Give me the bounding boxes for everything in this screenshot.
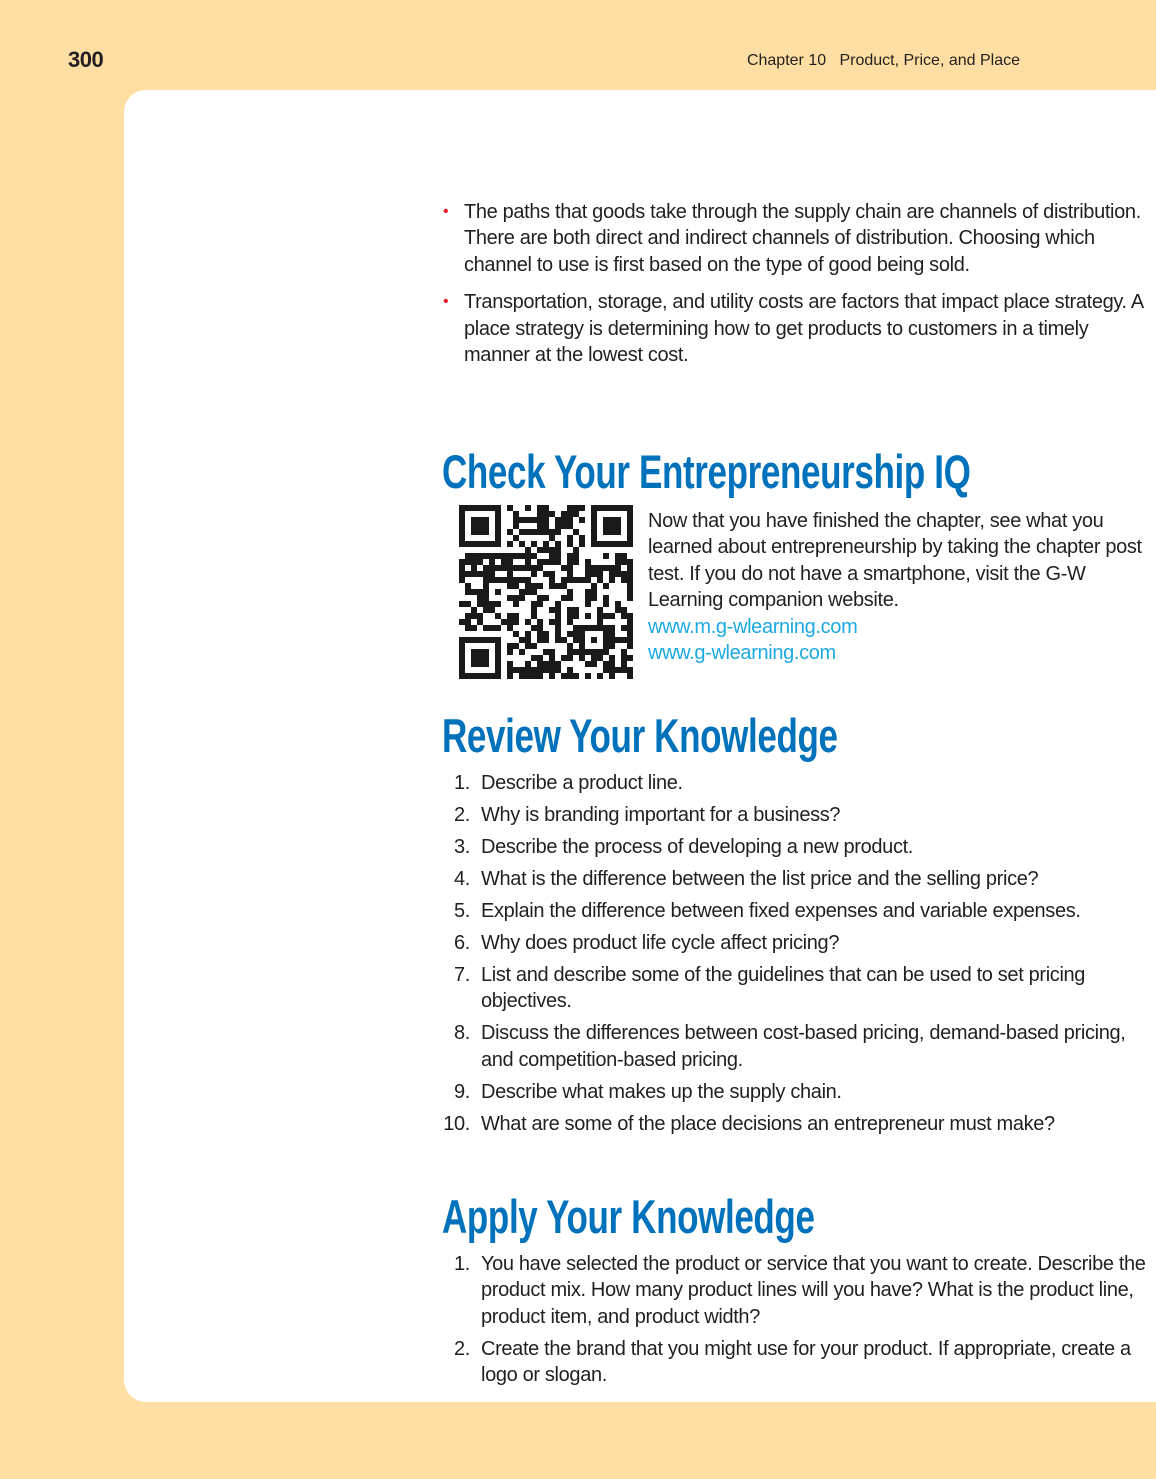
question-text: Why is branding important for a business? <box>481 804 841 826</box>
check-iq-heading: Check Your Entrepreneurship IQ <box>442 445 971 498</box>
activity-text: Create the brand that you might use for your product. If appropriate, create a logo or slogan. <box>481 1337 1131 1387</box>
check-iq-block <box>459 505 1156 681</box>
question-number: 7. <box>454 964 470 986</box>
summary-bullet <box>442 199 1147 278</box>
page-number: 300 <box>68 47 104 72</box>
apply-activity <box>442 1336 1147 1389</box>
bullet-dot-icon: • <box>443 293 449 311</box>
review-question <box>442 930 1147 956</box>
activity-number: 1. <box>454 1253 470 1275</box>
question-text: Discuss the differences between cost-based pricing, demand-based pricing, and competition-based pricing. <box>481 1022 1126 1071</box>
review-question <box>442 1020 1147 1073</box>
review-knowledge-heading: Review Your Knowledge <box>442 709 838 762</box>
content-panel <box>124 90 1156 1402</box>
mobile-site-link[interactable]: www.m.g-wlearning.com <box>648 615 858 638</box>
review-question <box>442 1079 1147 1105</box>
review-question <box>442 834 1147 860</box>
question-text: Describe a product line. <box>481 772 683 794</box>
question-number: 2. <box>454 804 470 826</box>
apply-activity-list <box>442 1251 1147 1394</box>
activity-number: 2. <box>454 1337 470 1360</box>
companion-site-link[interactable]: www.g-wlearning.com <box>648 642 836 665</box>
question-text: List and describe some of the guidelines that can be used to set pricing objectives. <box>481 964 1086 1013</box>
apply-activity <box>442 1251 1147 1330</box>
running-head: Chapter 10 Product, Price, and Place <box>746 52 1020 69</box>
bullet-dot-icon: • <box>443 203 449 220</box>
check-iq-description: Now that you have finished the chapter, see what you learned about entrepreneurship by taking the chapter post test. If you do not have a smartphone, visit the G-W Learning companion website. <box>648 510 1142 612</box>
summary-bullet-text: Transportation, storage, and utility costs are factors that impact place strategy. A place strategy is determining how to get products to customers in a timely manner at the lowest cost. <box>464 291 1143 367</box>
summary-bullet-text: The paths that goods take through the supply chain are channels of distribution. There are both direct and indirect channels of distribution. Choosing which channel to use is first based on the type of good being sold. <box>464 201 1141 276</box>
review-question <box>442 866 1147 892</box>
question-text: Describe the process of developing a new product. <box>481 836 914 858</box>
question-number: 10. <box>443 1112 470 1135</box>
review-question <box>442 962 1147 1015</box>
question-text: Describe what makes up the supply chain. <box>481 1080 842 1103</box>
question-number: 8. <box>454 1022 470 1045</box>
question-number: 4. <box>454 868 470 890</box>
question-number: 9. <box>454 1080 470 1103</box>
summary-bullet <box>442 289 1147 368</box>
question-text: What are some of the place decisions an entrepreneur must make? <box>481 1112 1055 1135</box>
summary-bullet-list <box>442 199 1147 379</box>
apply-knowledge-heading: Apply Your Knowledge <box>442 1190 815 1243</box>
question-number: 1. <box>454 772 470 794</box>
review-question <box>442 802 1147 828</box>
check-iq-text <box>648 508 1156 666</box>
qr-code-icon[interactable] <box>459 505 633 679</box>
review-question <box>442 770 1147 796</box>
question-number: 6. <box>454 932 470 954</box>
review-question <box>442 898 1147 924</box>
question-text: Explain the difference between fixed expenses and variable expenses. <box>481 900 1081 922</box>
question-text: Why does product life cycle affect pricing? <box>481 932 840 954</box>
review-question-list <box>442 770 1147 1143</box>
review-question <box>442 1111 1147 1137</box>
activity-text: You have selected the product or service that you want to create. Describe the product mix. How many product lines will you have? What is the product line, product item, and product width? <box>481 1253 1146 1328</box>
question-number: 5. <box>454 900 470 922</box>
question-text: What is the difference between the list price and the selling price? <box>481 868 1039 890</box>
question-number: 3. <box>454 836 470 858</box>
